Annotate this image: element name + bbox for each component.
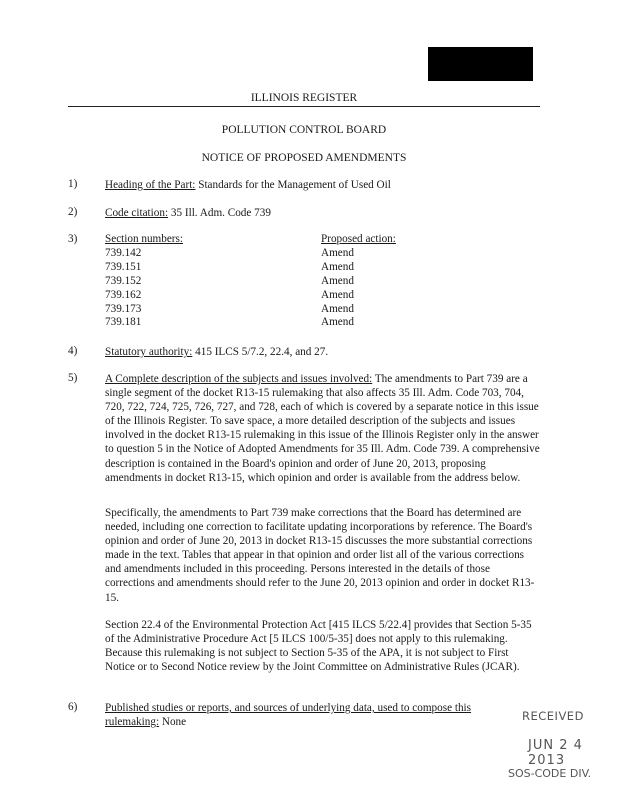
- section-action: Amend: [321, 316, 354, 329]
- register-header: ILLINOIS REGISTER: [68, 92, 540, 107]
- board-title: POLLUTION CONTROL BOARD: [221, 124, 387, 136]
- proposed-action-header: Proposed action:: [321, 233, 396, 245]
- table-row: [105, 261, 445, 275]
- section-action: Amend: [321, 274, 354, 287]
- item-number: 2): [68, 206, 78, 218]
- section-number: 739.173: [105, 302, 142, 315]
- section-action: Amend: [321, 246, 354, 259]
- table-row: [105, 275, 445, 289]
- section-action: Amend: [321, 260, 354, 273]
- section-number: 739.151: [105, 260, 142, 273]
- item-number: 5): [68, 372, 78, 384]
- table-row: [105, 289, 445, 303]
- item-number: 6): [68, 701, 78, 713]
- item-number: 1): [68, 178, 78, 190]
- item-published-studies: [105, 701, 505, 729]
- item-label: A Complete description of the subjects and issues involved:: [105, 373, 373, 385]
- item-label: Published studies or reports, and sources of underlying data, used to compose this rulemaking:: [105, 702, 472, 729]
- table-row: [105, 247, 445, 261]
- item-text: 35 Ill. Adm. Code 739: [168, 207, 271, 219]
- item-text: The amendments to Part 739 are a single segment of the docket R13-15 rulemaking that also affects 35 Ill. Adm. Code 703, 704, 720, 722, 724, 725, 726, 727, and 728, each of which is covered by a separate notice in this issue of the Illinois Register. To save space, a more detailed description of the subjects and issues involved in the docket R13-15 rulemaking in this issue of the Illinois Register only in the answer to question 5 in the Notice of Adopted Amendments for 35 Ill. Adm. Code 739. A comprehensive description is contained in the Board's opinion and order of June 20, 2013, proposing amendments in docket R13-15, which opinion and order is available from the address below.: [105, 373, 540, 484]
- item-label: Heading of the Part:: [105, 179, 196, 191]
- notice-title: NOTICE OF PROPOSED AMENDMENTS: [201, 152, 407, 164]
- item-text: 415 ILCS 5/7.2, 22.4, and 27.: [192, 346, 329, 358]
- received-date-stamp: JUN 2 4 2013: [528, 738, 583, 768]
- item-text: None: [159, 716, 187, 729]
- redaction-box: [428, 47, 533, 81]
- item-code-citation: [105, 206, 540, 220]
- table-row: [105, 316, 445, 330]
- section-action: Amend: [321, 302, 354, 315]
- section-number: 739.152: [105, 274, 142, 287]
- item-statutory-authority: [105, 345, 540, 359]
- section-number: 739.162: [105, 288, 142, 301]
- item-number: 4): [68, 345, 78, 357]
- paragraph-section-22-4: Section 22.4 of the Environmental Protection Act [415 ILCS 5/22.4] provides that Section 5-35 of the Administrative Procedure Act [5 ILCS 100/5-35] does not apply to this rulemaking. Because this rulemaking is not subject to Section 5-35 of the APA, it is not subject to First Notice or to Second Notice review by the Joint Committee on Administrative Rules (JCAR).: [105, 619, 532, 674]
- item-text: Standards for the Management of Used Oil: [195, 179, 391, 191]
- item-description: [105, 372, 540, 485]
- item-label: Statutory authority:: [105, 346, 193, 358]
- section-numbers-header: Section numbers:: [105, 233, 183, 245]
- office-stamp: SOS-CODE DIV.: [508, 767, 592, 780]
- section-table: [105, 233, 445, 330]
- section-number: 739.142: [105, 246, 142, 259]
- item-heading: [105, 178, 540, 192]
- section-number: 739.181: [105, 316, 142, 329]
- item-label: Code citation:: [105, 207, 169, 219]
- received-stamp: RECEIVED: [522, 709, 584, 723]
- section-action: Amend: [321, 288, 354, 301]
- table-row: [105, 303, 445, 317]
- item-number: 3): [68, 233, 78, 245]
- paragraph-specifically: Specifically, the amendments to Part 739 make corrections that the Board has determined are needed, including one correction to facilitate updating incorporations by reference. The Board's opinion and order of June 20, 2013 in docket R13-15 discusses the more substantial corrections made in the text. Tables that appear in that opinion and order list all of the various corrections and amendments included in this proceeding. Persons interested in the details of those corrections and amendments should refer to the June 20, 2013 opinion and order in docket R13-15.: [105, 507, 535, 604]
